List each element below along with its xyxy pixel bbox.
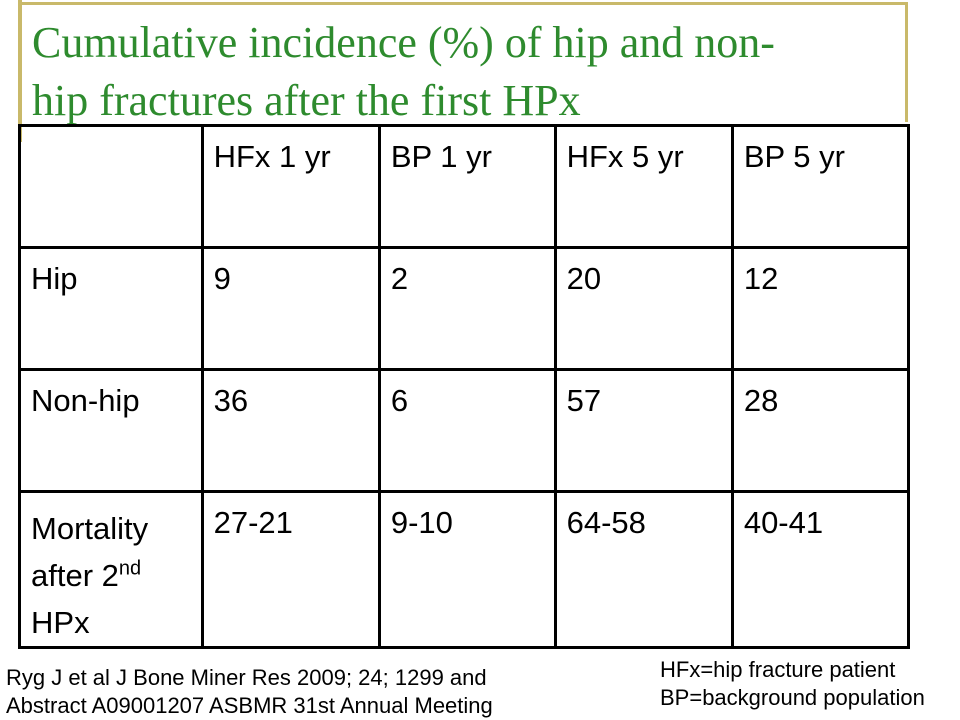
row-label-superscript: nd bbox=[118, 557, 142, 580]
table-row bbox=[20, 370, 909, 492]
table-cell: 36 bbox=[202, 370, 379, 492]
row-label-line bbox=[31, 552, 193, 599]
table-row bbox=[20, 248, 909, 370]
table-cell: 64-58 bbox=[555, 492, 732, 648]
row-label-line: Mortality bbox=[31, 511, 149, 546]
decorative-horizontal-bar bbox=[18, 2, 908, 5]
abbreviation-legend bbox=[660, 656, 960, 712]
slide-title bbox=[32, 14, 912, 130]
slide-title-line-2: hip fractures after the first HPx bbox=[32, 76, 581, 125]
table-row bbox=[20, 492, 909, 648]
table-cell: 9-10 bbox=[379, 492, 555, 648]
decorative-vertical-bar bbox=[18, 0, 22, 142]
incidence-table bbox=[18, 124, 910, 649]
row-label-line: HPx bbox=[31, 605, 90, 640]
reference-footnote bbox=[6, 664, 606, 720]
table-cell: 12 bbox=[732, 248, 908, 370]
table-cell: 57 bbox=[555, 370, 732, 492]
table-cell: 28 bbox=[732, 370, 908, 492]
table-header-cell: BP 1 yr bbox=[379, 126, 555, 248]
table-cell: 6 bbox=[379, 370, 555, 492]
table-header-row bbox=[20, 126, 909, 248]
legend-line-2: BP=background population bbox=[660, 685, 925, 710]
row-label-cell: Hip bbox=[20, 248, 203, 370]
table-cell: 40-41 bbox=[732, 492, 908, 648]
table-header-cell: HFx 5 yr bbox=[555, 126, 732, 248]
legend-line-1: HFx=hip fracture patient bbox=[660, 657, 896, 682]
table-cell: 20 bbox=[555, 248, 732, 370]
row-label-text: after 2 bbox=[31, 558, 119, 593]
table-header-cell-empty bbox=[20, 126, 203, 248]
table-cell: 9 bbox=[202, 248, 379, 370]
table-cell: 27-21 bbox=[202, 492, 379, 648]
footnote-line-2: Abstract A09001207 ASBMR 31st Annual Meeting bbox=[6, 693, 493, 718]
row-label-cell: Non-hip bbox=[20, 370, 203, 492]
row-label-cell bbox=[20, 492, 203, 648]
table-cell: 2 bbox=[379, 248, 555, 370]
table-header-cell: BP 5 yr bbox=[732, 126, 908, 248]
slide-title-line-1: Cumulative incidence (%) of hip and non- bbox=[32, 18, 775, 67]
footnote-line-1: Ryg J et al J Bone Miner Res 2009; 24; 1299 and bbox=[6, 665, 487, 690]
table-header-cell: HFx 1 yr bbox=[202, 126, 379, 248]
